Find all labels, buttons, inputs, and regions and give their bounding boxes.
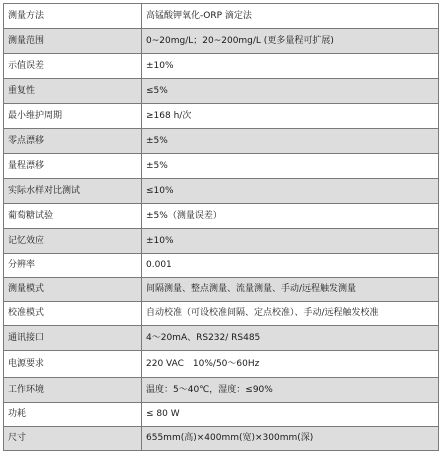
- table-row: [4, 104, 439, 129]
- table-row: [4, 79, 439, 104]
- row-label: 示值误差: [4, 54, 142, 79]
- row-value: 0~20mg/L；20~200mg/L (更多量程可扩展): [142, 29, 439, 54]
- row-value: 4～20mA、RS232/ RS485: [142, 326, 439, 351]
- table-row: [4, 179, 439, 204]
- table-row: [4, 351, 439, 378]
- table-row: [4, 29, 439, 54]
- row-value: ≥168 h/次: [142, 104, 439, 129]
- row-label: 葡萄糖试验: [4, 204, 142, 229]
- table-row: [4, 427, 439, 451]
- row-value: ±5%: [142, 129, 439, 154]
- spec-table: [3, 3, 439, 451]
- table-row: [4, 229, 439, 254]
- row-label: 重复性: [4, 79, 142, 104]
- table-row: [4, 378, 439, 403]
- table-row: [4, 403, 439, 427]
- row-label: 工作环境: [4, 378, 142, 403]
- row-label: 测量方法: [4, 4, 142, 29]
- row-label: 实际水样对比测试: [4, 179, 142, 204]
- row-label: 分辨率: [4, 254, 142, 278]
- row-value: 自动校准（可设校准间隔、定点校准）、手动/远程触发校准: [142, 302, 439, 326]
- row-label: 零点漂移: [4, 129, 142, 154]
- row-value: ±10%: [142, 54, 439, 79]
- table-row: [4, 278, 439, 302]
- row-label: 通讯接口: [4, 326, 142, 351]
- row-label: 功耗: [4, 403, 142, 427]
- row-value: 高锰酸钾氧化-ORP 滴定法: [142, 4, 439, 29]
- row-label: 记忆效应: [4, 229, 142, 254]
- row-value: 655mm(高)×400mm(宽)×300mm(深): [142, 427, 439, 451]
- row-value: 220 VAC 10%/50～60Hz: [142, 351, 439, 378]
- table-row: [4, 326, 439, 351]
- table-row: [4, 154, 439, 179]
- table-row: [4, 129, 439, 154]
- row-value: 温度：5～40℃，湿度：≤90%: [142, 378, 439, 403]
- row-value: ±10%: [142, 229, 439, 254]
- row-value: ≤10%: [142, 179, 439, 204]
- table-row: [4, 254, 439, 278]
- row-value: ≤ 80 W: [142, 403, 439, 427]
- row-label: 校准模式: [4, 302, 142, 326]
- row-label: 测量模式: [4, 278, 142, 302]
- row-label: 量程漂移: [4, 154, 142, 179]
- row-value: ±5%（测量误差）: [142, 204, 439, 229]
- table-row: [4, 4, 439, 29]
- row-label: 尺寸: [4, 427, 142, 451]
- row-value: ≤5%: [142, 79, 439, 104]
- row-value: 间隔测量、整点测量、流量测量、手动/远程触发测量: [142, 278, 439, 302]
- table-row: [4, 302, 439, 326]
- row-value: ±5%: [142, 154, 439, 179]
- row-label: 测量范围: [4, 29, 142, 54]
- row-value: 0.001: [142, 254, 439, 278]
- row-label: 最小维护周期: [4, 104, 142, 129]
- row-label: 电源要求: [4, 351, 142, 378]
- table-row: [4, 204, 439, 229]
- table-row: [4, 54, 439, 79]
